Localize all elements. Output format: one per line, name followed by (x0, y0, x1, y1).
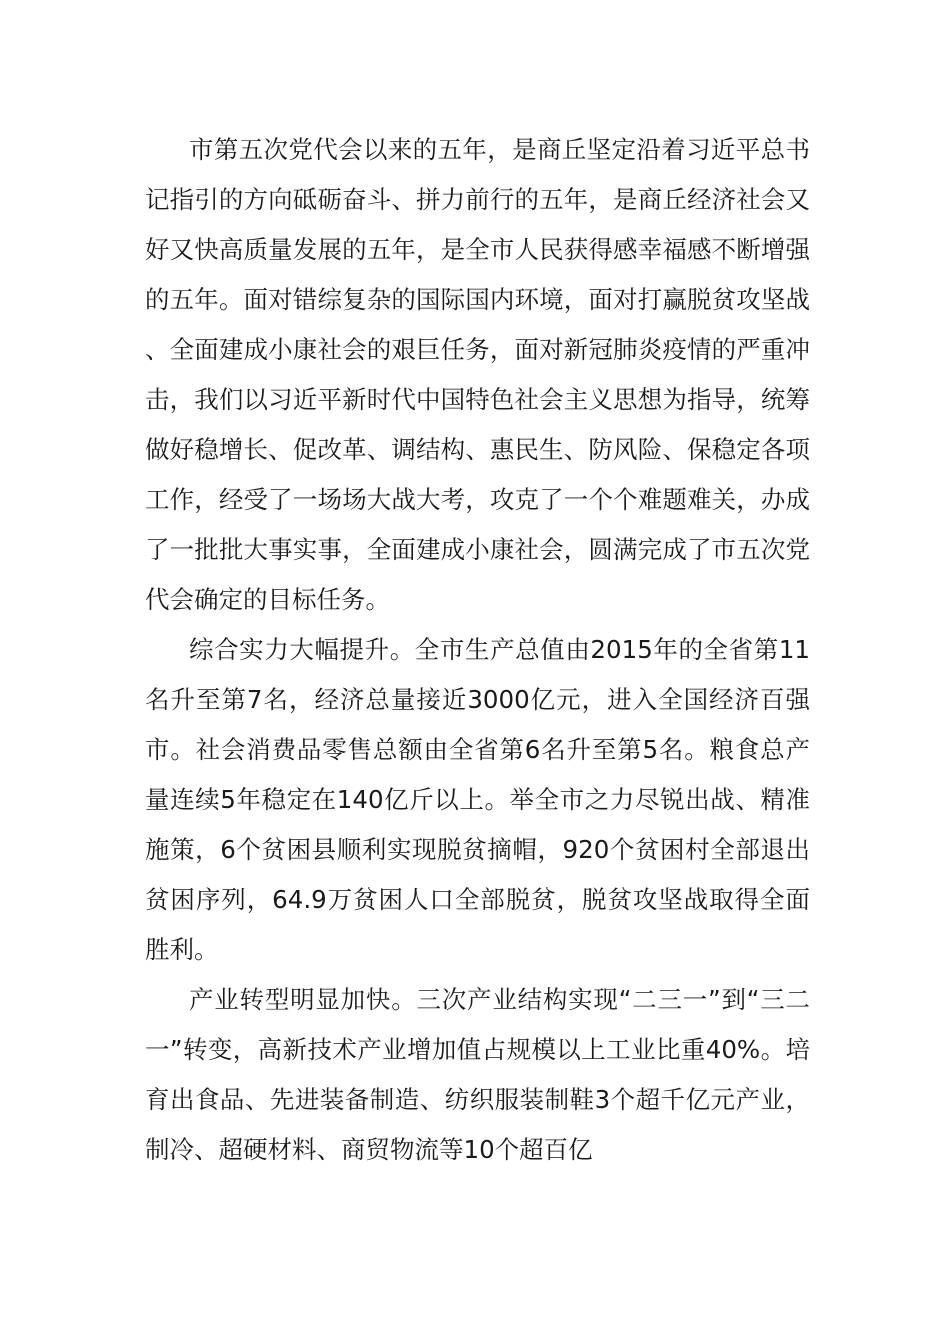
paragraph-comprehensive-strength: 综合实力大幅提升。全市生产总值由2015年的全省第11名升至第7名，经济总量接近3000亿元，进入全国经济百强市。社会消费品零售总额由全省第6名升至第5名。粮食总产量连续5年稳定在140亿斤以上。举全市之力尽锐出战、精准施策，6个贫困县顺利实现脱贫摘帽，920个贫困村全部退出贫困序列，64.9万贫困人口全部脱贫，脱贫攻坚战取得全面胜利。 (145, 635, 810, 964)
paragraph-industrial-transformation: 产业转型明显加快。三次产业结构实现“二三一”到“三二一”转变，高新技术产业增加值占规模以上工业比重40%。培育出食品、先进装备制造、纺织服装制鞋3个超千亿元产业，制冷、超硬材料、商贸物流等10个超百亿 (145, 985, 810, 1164)
document-body (145, 125, 810, 1175)
paragraph-intro: 市第五次党代会以来的五年，是商丘坚定沿着习近平总书记指引的方向砥砺奋斗、拼力前行的五年，是商丘经济社会又好又快高质量发展的五年，是全市人民获得感幸福感不断增强的五年。面对错综复杂的国际国内环境，面对打赢脱贫攻坚战、全面建成小康社会的艰巨任务，面对新冠肺炎疫情的严重冲击，我们以习近平新时代中国特色社会主义思想为指导，统筹做好稳增长、促改革、调结构、惠民生、防风险、保稳定各项工作，经受了一场场大战大考，攻克了一个个难题难关，办成了一批批大事实事，全面建成小康社会，圆满完成了市五次党代会确定的目标任务。 (145, 135, 810, 614)
